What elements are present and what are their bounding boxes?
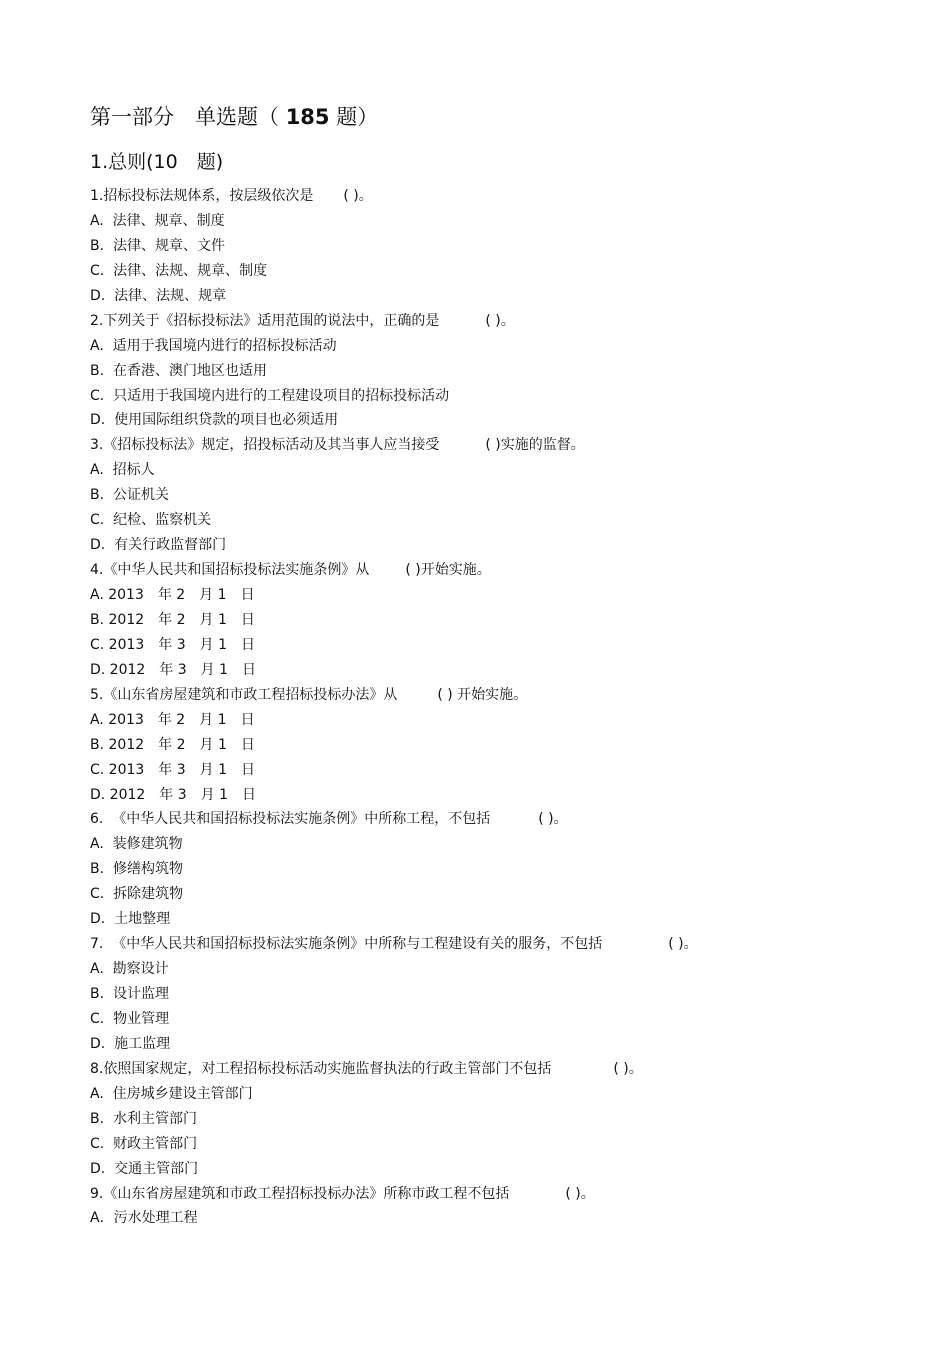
option-item: A. 2013 年 2 月 1 日 xyxy=(90,711,255,728)
option-item: C. 只适用于我国境内进行的工程建设项目的招标投标活动 xyxy=(90,387,450,404)
question-text: 1.招标投标法规体系，按层级依次是 xyxy=(90,188,314,204)
question-text: 5.《山东省房屋建筑和市政工程招标投标办法》从 xyxy=(90,686,398,703)
question-text: 4.《中华人民共和国招标投标法实施条例》从 xyxy=(90,562,370,579)
question-text: 3.《招标投标法》规定，招投标活动及其当事人应当接受 xyxy=(90,437,440,454)
answer-blank: ( )。 xyxy=(343,188,373,204)
question-stem xyxy=(90,807,910,832)
answer-blank: ( ) 开始实施。 xyxy=(437,686,528,703)
answer-blank: ( )开始实施。 xyxy=(405,562,491,579)
option-item: D. 有关行政监督部门 xyxy=(90,537,227,554)
question-text: 7. 《中华人民共和国招标投标法实施条例》中所称与工程建设有关的服务，不包括 xyxy=(90,936,603,953)
part-title-suffix: 题） xyxy=(329,105,379,129)
option-item: B. 公证机关 xyxy=(90,487,169,504)
option-item: A．污水处理工程 xyxy=(90,1210,198,1227)
option-item: C. 财政主管部门 xyxy=(90,1135,198,1152)
option-item: A. 2013 年 2 月 1 日 xyxy=(90,587,255,603)
option-item: D. 法律、法规、规章 xyxy=(90,287,227,304)
question-stem xyxy=(90,1182,910,1207)
option-item: C. 纪检、监察机关 xyxy=(90,512,212,529)
question-stem xyxy=(90,558,910,583)
question-stem xyxy=(90,1057,910,1082)
answer-blank: ( )实施的监督。 xyxy=(485,437,585,454)
question-text: 8.依照国家规定，对工程招标投标活动实施监督执法的行政主管部门不包括 xyxy=(90,1060,552,1077)
question-text: 2.下列关于《招标投标法》适用范围的说法中，正确的是 xyxy=(90,312,440,329)
answer-blank: ( )。 xyxy=(565,1185,595,1202)
document-page xyxy=(90,100,910,1231)
question-stem xyxy=(90,932,910,957)
answer-blank: ( )。 xyxy=(538,811,568,828)
option-item: A. 装修建筑物 xyxy=(90,836,183,853)
option-item: D. 2012 年 3 月 1 日 xyxy=(90,661,257,678)
option-item: B. 在香港、澳门地区也适用 xyxy=(90,362,267,379)
answer-blank: ( )。 xyxy=(668,936,698,953)
option-item: B. 修缮构筑物 xyxy=(90,861,183,878)
option-item: C. 2013 年 3 月 1 日 xyxy=(90,761,256,778)
option-item: C. 2013 年 3 月 1 日 xyxy=(90,636,256,653)
option-item: B. 水利主管部门 xyxy=(90,1110,197,1127)
option-item: A. 住房城乡建设主管部门 xyxy=(90,1085,253,1102)
part-title xyxy=(90,100,910,134)
option-item: A. 招标人 xyxy=(90,462,155,479)
part-title-count: 185 xyxy=(285,105,330,129)
option-item: B. 设计监理 xyxy=(90,986,169,1002)
part-title-prefix: 第一部分 单选题（ xyxy=(90,105,286,129)
option-item: C. 法律、法规、规章、制度 xyxy=(90,262,268,279)
option-item: D. 使用国际组织贷款的项目也必须适用 xyxy=(90,412,339,429)
option-item: A. 适用于我国境内进行的招标投标活动 xyxy=(90,337,337,354)
question-stem xyxy=(90,433,910,458)
answer-blank: ( )。 xyxy=(485,312,515,329)
option-item: D. 土地整理 xyxy=(90,911,171,928)
answer-blank: ( )。 xyxy=(613,1060,643,1077)
question-text: 9.《山东省房屋建筑和市政工程招标投标办法》所称市政工程不包括 xyxy=(90,1185,510,1202)
option-item: D. 交通主管部门 xyxy=(90,1160,199,1177)
option-item: B. 法律、规章、文件 xyxy=(90,237,225,254)
option-item: B. 2012 年 2 月 1 日 xyxy=(90,611,255,628)
question-stem xyxy=(90,184,910,209)
option-item: A. 法律、规章、制度 xyxy=(90,212,225,229)
option-item: A. 勘察设计 xyxy=(90,961,169,978)
option-item: B. 2012 年 2 月 1 日 xyxy=(90,736,255,753)
question-list xyxy=(90,184,910,1231)
option-item: D. 2012 年 3 月 1 日 xyxy=(90,786,257,803)
question-text: 6. 《中华人民共和国招标投标法实施条例》中所称工程，不包括 xyxy=(90,811,491,828)
question-stem xyxy=(90,309,910,334)
section-title: 1.总则(10 题) xyxy=(90,151,224,173)
option-item: C. 拆除建筑物 xyxy=(90,886,184,903)
option-item: D. 施工监理 xyxy=(90,1035,171,1052)
option-item: C. 物业管理 xyxy=(90,1010,170,1027)
question-stem xyxy=(90,683,910,708)
